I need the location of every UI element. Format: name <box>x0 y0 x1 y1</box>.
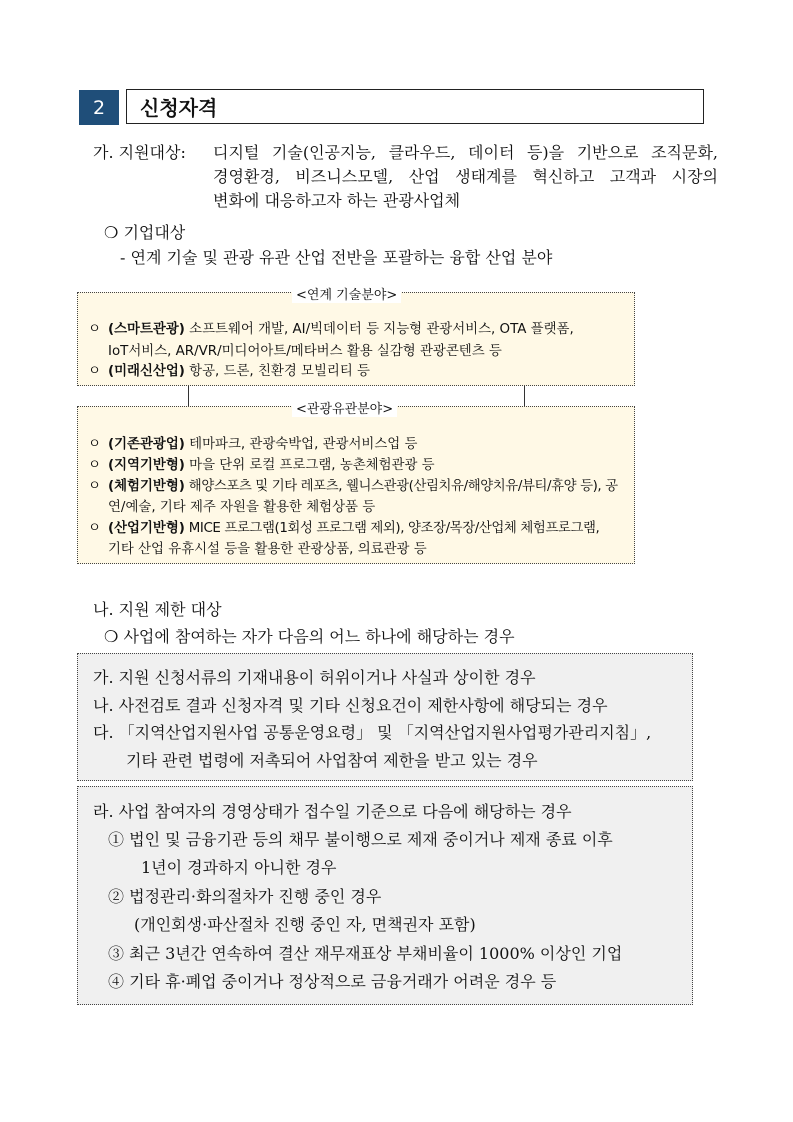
restriction-line-ga: 가. 지원 신청서류의 기재내용이 허위이거나 사실과 상이한 경우 <box>93 668 536 687</box>
tech-item-smart-tourism <box>88 318 574 337</box>
ra-item-1-cont: 1년이 경과하지 아니한 경우 <box>141 858 337 877</box>
ra-item-text: 법정관리·화의절차가 진행 중인 경우 <box>129 887 382 906</box>
restriction-line-na: 나. 사전검토 결과 신청자격 및 기타 신청요건이 제한사항에 해당되는 경우 <box>93 696 608 715</box>
support-target-label: 가. 지원대상: <box>93 143 186 162</box>
number-2-icon: ② <box>108 887 125 906</box>
box-connector-left <box>188 386 189 406</box>
ra-item-1 <box>108 827 613 850</box>
restriction-sub <box>104 624 515 647</box>
box-connector-right <box>524 386 525 406</box>
item-category: (기존관광업) <box>108 437 185 452</box>
tour-item-experience-cont: 연/예술, 기타 제주 자원을 활용한 체험상품 등 <box>108 500 376 515</box>
company-target-title: 기업대상 <box>123 223 186 242</box>
item-category: (체험기반형) <box>108 479 185 494</box>
item-text: 항공, 드론, 친환경 모빌리티 등 <box>184 364 370 379</box>
restriction-line-da-cont: 기타 관련 법령에 저촉되어 사업참여 제한을 받고 있는 경우 <box>126 751 538 770</box>
number-1-icon: ① <box>108 830 125 849</box>
restriction-heading: 나. 지원 제한 대상 <box>93 600 222 619</box>
ra-item-4 <box>108 969 556 992</box>
tour-item-regional <box>88 454 435 473</box>
support-target-line-2: 경영환경, 비즈니스모델, 산업 생태계를 혁신하고 고객과 시장의 <box>213 167 718 186</box>
tourism-field-label: <관광유관분야> <box>292 398 397 417</box>
company-target-heading <box>104 220 185 243</box>
bullet-icon: ㅇ <box>88 322 101 337</box>
support-target-line-1: 디지털 기술(인공지능, 클라우드, 데이터 등)을 기반으로 조직문화, <box>213 143 718 162</box>
item-text: 해양스포츠 및 기타 레포츠, 웰니스관광(산림치유/해양치유/뷰티/휴양 등), 공 <box>184 479 618 494</box>
circle-bullet-icon: ❍ <box>104 627 119 646</box>
company-target-sub: - 연계 기술 및 관광 유관 산업 전반을 포괄하는 융합 산업 분야 <box>120 248 553 267</box>
item-category: (미래신산업) <box>108 364 185 379</box>
tech-item-smart-tourism-cont: IoT서비스, AR/VR/미디어아트/메타버스 활용 실감형 관광콘텐츠 등 <box>108 344 502 359</box>
bullet-icon: ㅇ <box>88 521 101 536</box>
support-target-line-3: 변화에 대응하고자 하는 관광사업체 <box>213 191 461 210</box>
restriction-sub-text: 사업에 참여하는 자가 다음의 어느 하나에 해당하는 경우 <box>123 627 515 646</box>
item-category: (산업기반형) <box>108 521 185 536</box>
ra-item-text: 기타 휴·폐업 중이거나 정상적으로 금융거래가 어려운 경우 등 <box>129 972 557 991</box>
tour-item-experience <box>88 475 618 494</box>
ra-item-2-cont: (개인회생·파산절차 진행 중인 자, 면책권자 포함) <box>134 915 476 934</box>
bullet-icon: ㅇ <box>88 479 101 494</box>
restriction-line-ra: 라. 사업 참여자의 경영상태가 접수일 기준으로 다음에 해당하는 경우 <box>93 802 572 821</box>
item-text: 테마파크, 관광숙박업, 관광서비스업 등 <box>184 437 418 452</box>
item-category: (스마트관광) <box>108 322 185 337</box>
ra-item-3 <box>108 941 622 964</box>
ra-item-text: 최근 3년간 연속하여 결산 재무재표상 부채비율이 1000% 이상인 기업 <box>129 944 623 963</box>
circle-bullet-icon: ❍ <box>104 223 119 242</box>
tour-item-industry-cont: 기타 산업 유휴시설 등을 활용한 관광상품, 의료관광 등 <box>108 542 427 557</box>
section-title: 신청자격 <box>140 96 218 120</box>
tech-item-future-industry <box>88 360 370 379</box>
restriction-line-da: 다. 「지역산업지원사업 공통운영요령」 및 「지역산업지원사업평가관리지침」, <box>93 723 652 742</box>
item-text: MICE 프로그램(1회성 프로그램 제외), 양조장/목장/산업체 체험프로그램, <box>184 521 600 536</box>
bullet-icon: ㅇ <box>88 458 101 473</box>
bullet-icon: ㅇ <box>88 364 101 379</box>
section-title-box <box>126 89 704 124</box>
item-text: 마을 단위 로컬 프로그램, 농촌체험관광 등 <box>184 458 435 473</box>
item-category: (지역기반형) <box>108 458 185 473</box>
item-text: 소프트웨어 개발, AI/빅데이터 등 지능형 관광서비스, OTA 플랫폼, <box>184 322 574 337</box>
number-3-icon: ③ <box>108 944 125 963</box>
ra-item-2 <box>108 884 381 907</box>
tour-item-industry <box>88 517 599 536</box>
tour-item-existing <box>88 433 417 452</box>
ra-item-text: 법인 및 금융기관 등의 채무 불이행으로 제재 중이거나 제재 종료 이후 <box>129 830 613 849</box>
section-number-badge: 2 <box>79 90 119 125</box>
number-4-icon: ④ <box>108 972 125 991</box>
bullet-icon: ㅇ <box>88 437 101 452</box>
tech-field-label: <연계 기술분야> <box>292 284 401 303</box>
